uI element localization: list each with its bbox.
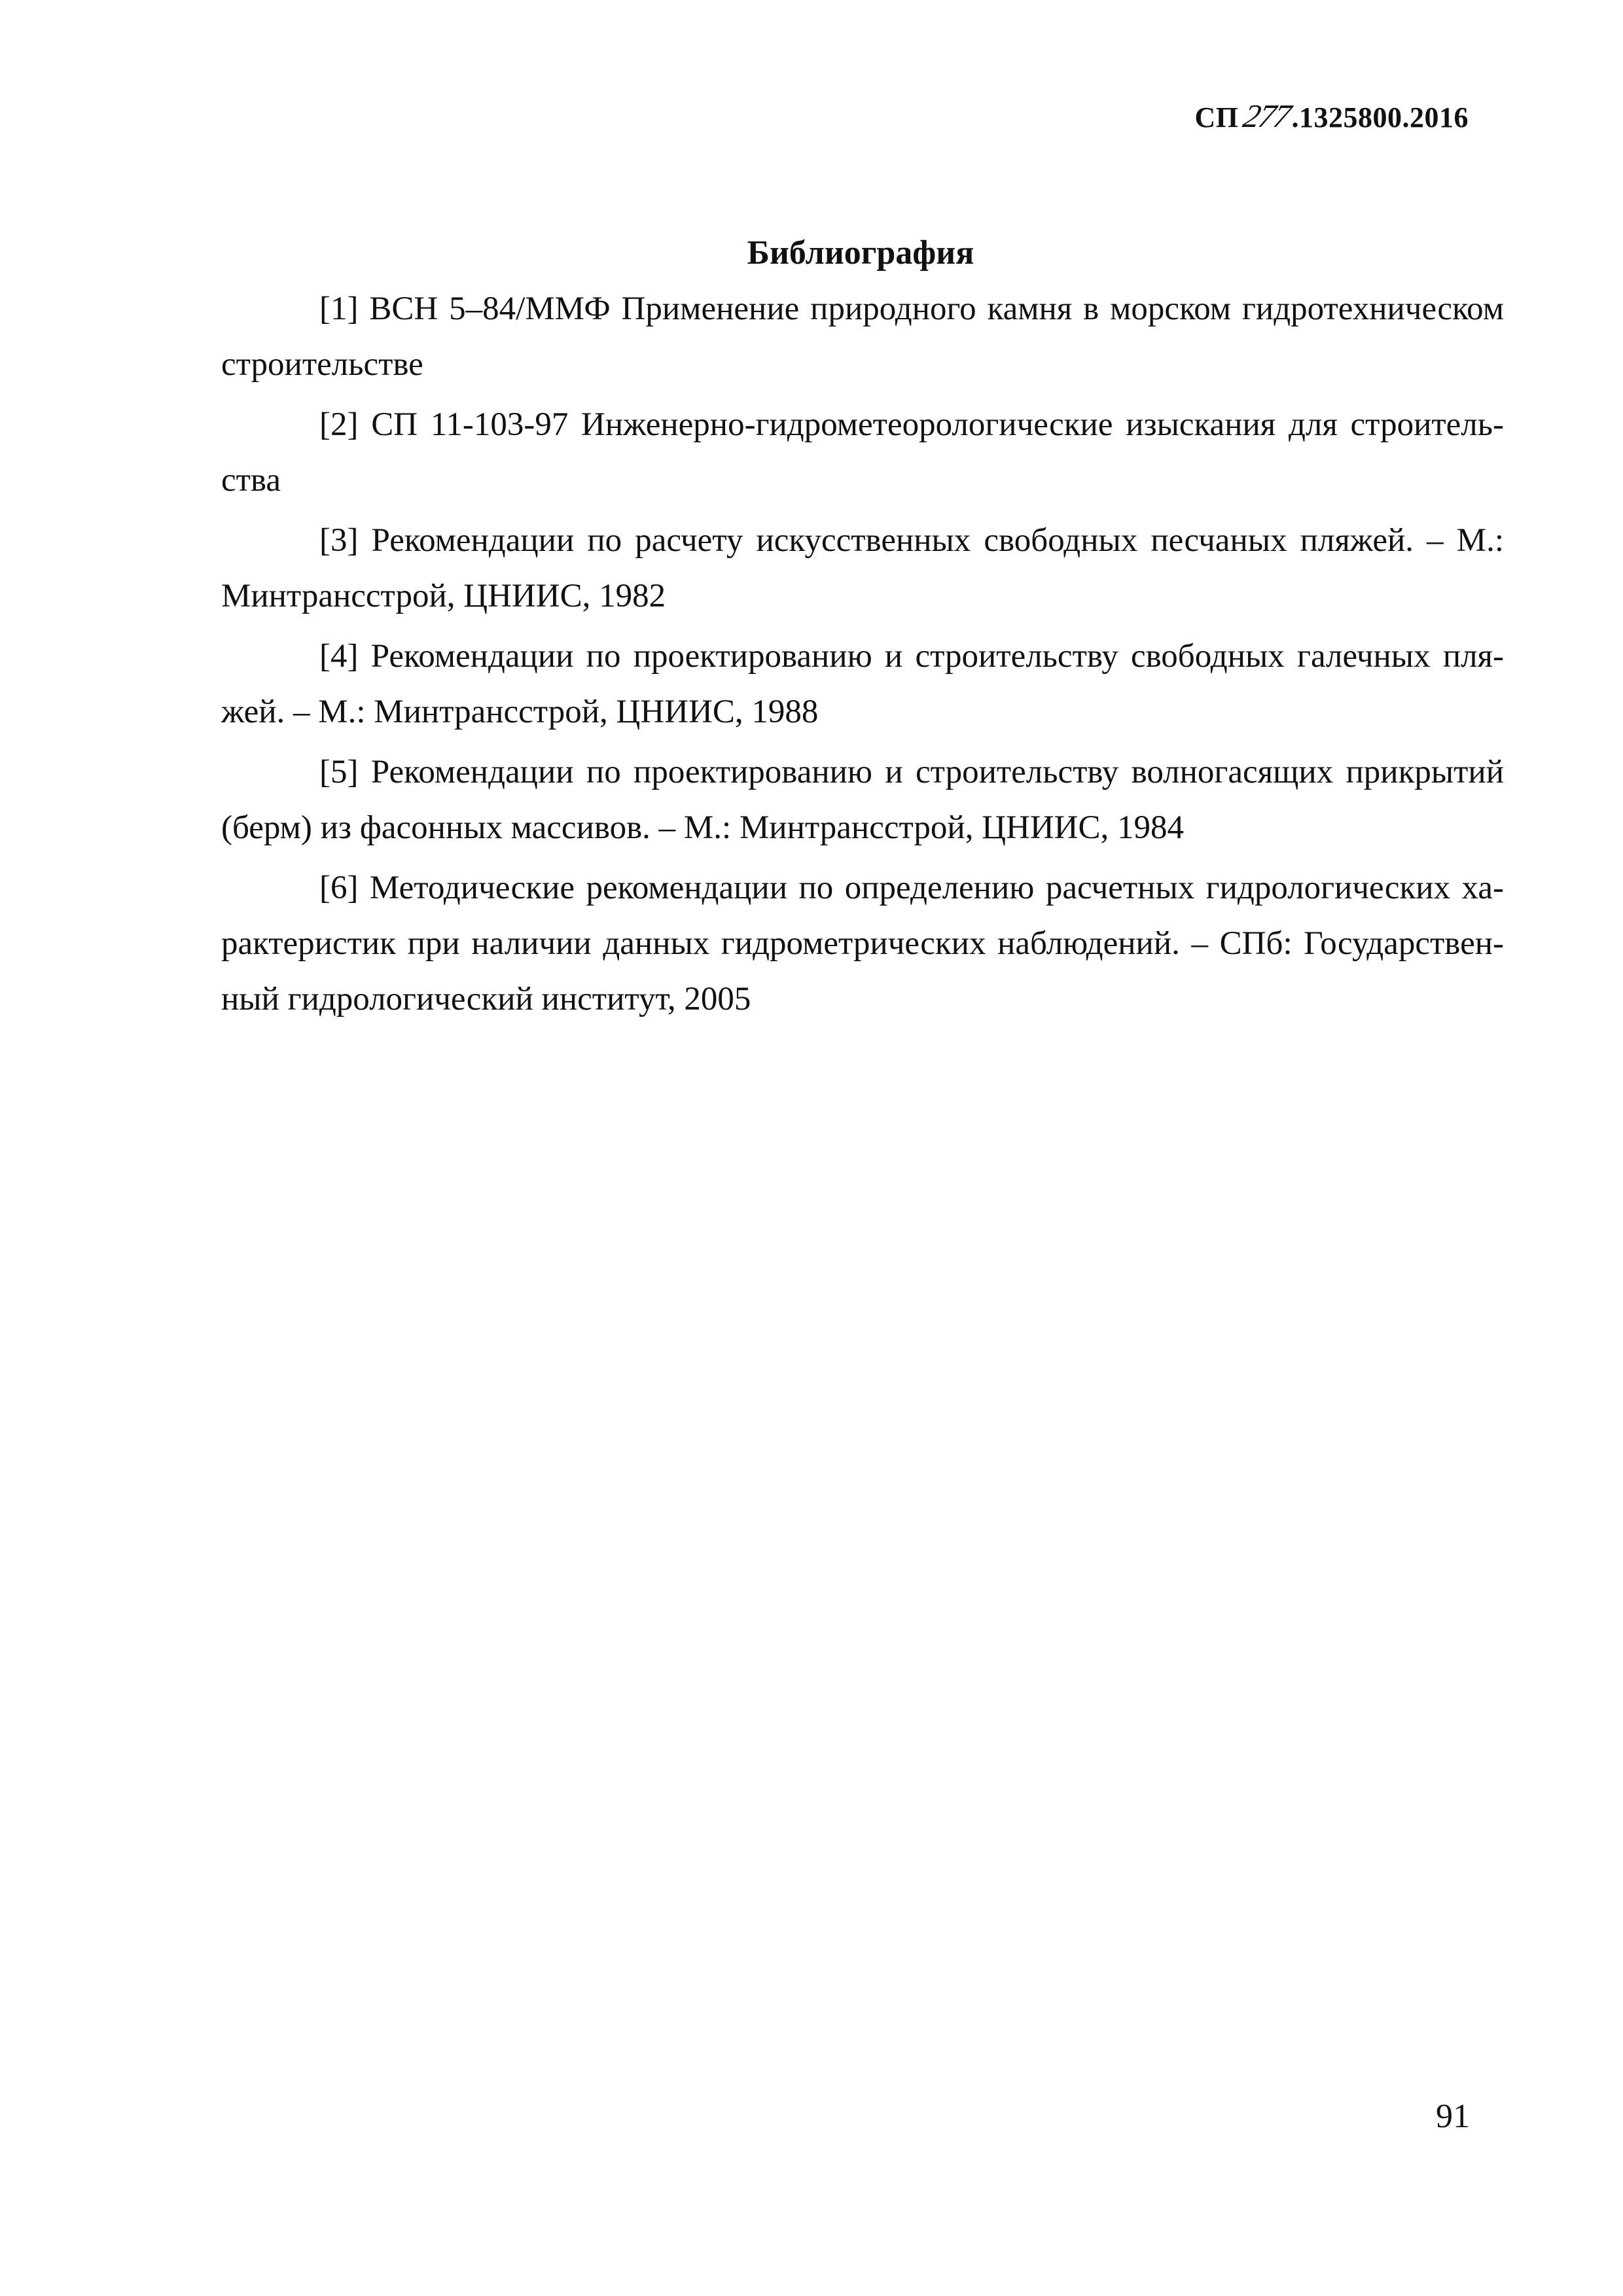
bibliography-entry: [4] Рекомендации по проектированию и строительству свободных галечных пля-жей. – М.: Минтрансстрой, ЦНИИС, 1988	[221, 638, 1504, 730]
bibliography-list	[221, 281, 1504, 1032]
document-code-prefix: СП	[1194, 101, 1239, 133]
bibliography-entry: [2] СП 11-103-97 Инженерно-гидрометеорологические изыскания для строитель-ства	[221, 406, 1504, 499]
bibliography-entry: [6] Методические рекомендации по определению расчетных гидрологических ха-рактеристик при наличии данных гидрометрических наблюдений. – СПб: Государствен-ный гидрологический институт, 2005	[221, 870, 1504, 1017]
document-code-handwritten-number: 277	[1240, 97, 1293, 134]
page-number: 91	[1436, 2098, 1470, 2135]
bibliography-entry: [1] ВСН 5–84/ММФ Применение природного камня в морском гидротехническом строительстве	[221, 291, 1504, 383]
bibliography-entry: [3] Рекомендации по расчету искусственных свободных песчаных пляжей. – М.: Минтрансстрой, ЦНИИС, 1982	[221, 522, 1504, 614]
bibliography-entry: [5] Рекомендации по проектированию и строительству волногасящих прикрытий (берм) из фасонных массивов. – М.: Минтрансстрой, ЦНИИС, 1984	[221, 754, 1504, 846]
document-code-suffix: .1325800.2016	[1291, 101, 1469, 133]
section-title: Библиография	[747, 234, 974, 272]
document-code-header	[1195, 97, 1469, 135]
